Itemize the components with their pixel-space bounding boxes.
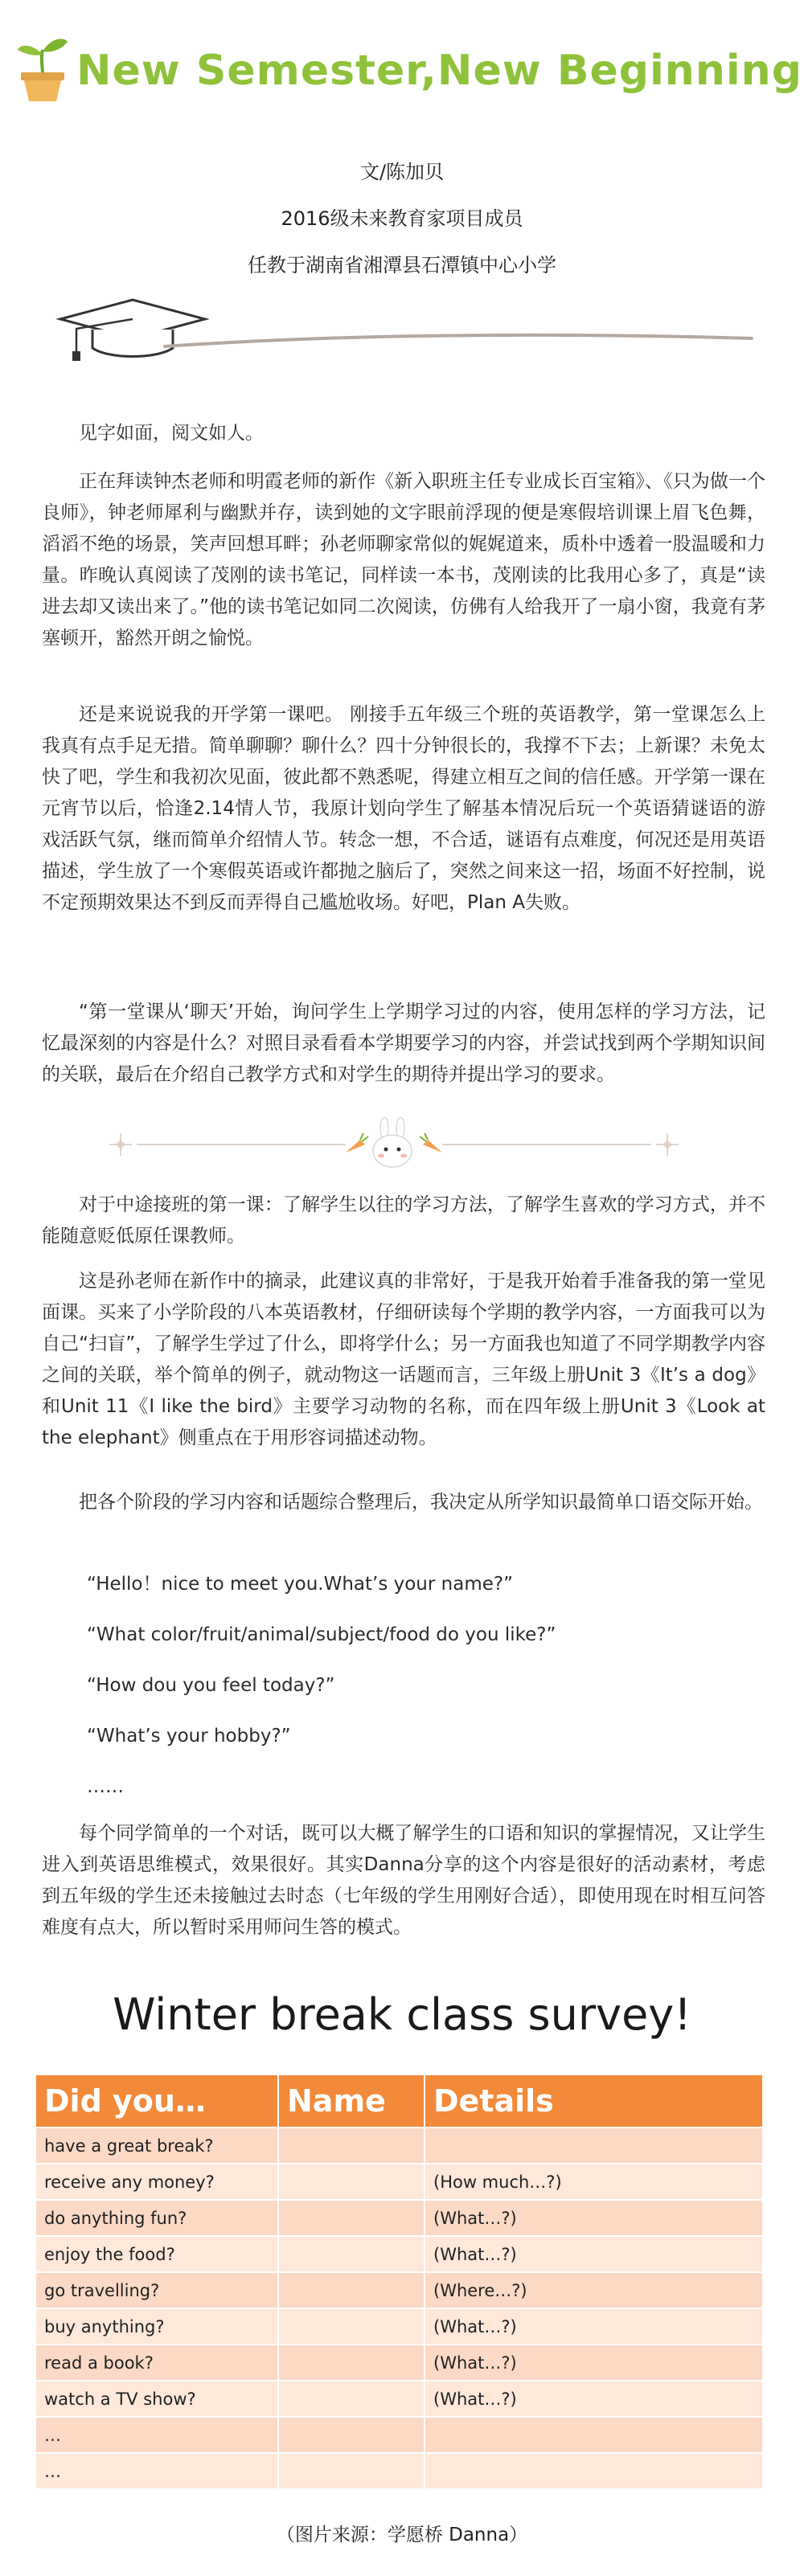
table-row [36,2272,763,2308]
details-cell [425,2453,763,2488]
details-cell [425,2417,763,2453]
name-cell [278,2308,425,2345]
table-row [36,2164,763,2200]
sparkle-icon-left [109,1133,132,1156]
graduation-cap-divider [44,293,760,366]
details-cell [425,2128,763,2164]
header-name: Name [278,2075,425,2128]
question-cell: go travelling? [36,2272,278,2308]
details-cell: (What…?) [425,2200,763,2236]
question-cell: read a book? [36,2345,278,2381]
bunny-carrot-divider [105,1117,699,1182]
table-row [36,2453,763,2488]
name-cell [278,2236,425,2272]
name-cell [278,2272,425,2308]
paragraph-1: 见字如面，阅文如人。 [79,423,264,444]
header-details: Details [425,2075,763,2128]
paragraph-8: 每个同学简单的一个对话，既可以大概了解学生的口语和知识的掌握情况，又让学生进入到英语思维模式，效果很好。其实Danna分享的这个内容是很好的活动素材，考虑到五年级的学生还未接触过去时态（七年级的学生用刚好合适），即使用现在时相互问答难度有点大，所以暂时采用师问生答的模式。 [42,1823,765,1938]
name-cell [278,2381,425,2417]
byline [0,149,804,289]
survey-title: Winter break class survey! [113,1989,691,2040]
name-cell [278,2200,425,2236]
details-cell: (What…?) [425,2236,763,2272]
quote-line-3: “How dou you feel today?” [87,1675,335,1696]
image-source-caption: （图片来源：学愿桥 Danna） [276,2525,528,2545]
project-line: 2016级未来教育家项目成员 [281,207,523,230]
carrot-icon-left [346,1133,368,1153]
table-row [36,2236,763,2272]
question-cell: watch a TV show? [36,2381,278,2417]
survey-table [36,2075,764,2488]
details-cell: (What…?) [425,2345,763,2381]
details-cell: (What…?) [425,2308,763,2345]
header-did-you: Did you… [36,2075,278,2128]
name-cell [278,2453,425,2488]
question-cell: enjoy the food? [36,2236,278,2272]
name-cell [278,2345,425,2381]
paragraph-2: 正在拜读钟杰老师和明霞老师的新作《新入职班主任专业成长百宝箱》、《只为做一个良师》，钟老师犀利与幽默并存，读到她的文字眼前浮现的便是寒假培训课上眉飞色舞，滔滔不绝的场景，笑声回想耳畔；孙老师聊家常似的娓娓道来，质朴中透着一股温暖和力量。昨晚认真阅读了茂刚的读书笔记，同样读一本书，茂刚读的比我用心多了，真是“读进去却又读出来了。”他的读书笔记如同二次阅读，仿佛有人给我开了一扇小窗，我竟有茅塞顿开，豁然开朗之愉悦。 [42,471,765,649]
sprout-pot-icon [14,32,71,104]
author-line: 文/陈加贝 [359,161,445,183]
quote-line-4: “What’s your hobby?” [87,1726,291,1747]
details-cell: (Where…?) [425,2272,763,2308]
table-row [36,2345,763,2381]
name-cell [278,2417,425,2453]
quote-line-2: “What color/fruit/animal/subject/food do you like?” [87,1624,556,1645]
quote-line-1: “Hello！nice to meet you.What’s your name?” [87,1574,513,1595]
quote-line-5: …… [87,1776,124,1797]
carrot-icon-right [420,1133,442,1153]
headline: New Semester,New Beginning [76,47,802,95]
paragraph-3: 还是来说说我的开学第一课吧。 刚接手五年级三个班的英语教学，第一堂课怎么上我真有点手足无措。简单聊聊？聊什么？四十分钟很长的，我撑不下去；上新课？未免太快了吧，学生和我初次见面，彼此都不熟悉呢，得建立相互之间的信任感。开学第一课在元宵节以后，恰逢2.14情人节，我原计划向学生了解基本情况后玩一个英语猜谜语的游戏活跃气氛，继而简单介绍情人节。转念一想，不合适，谜语有点难度，何况还是用英语描述，学生放了一个寒假英语或许都抛之脑后了，突然之间来这一招，场面不好控制，说不定预期效果达不到反而弄得自己尴尬收场。好吧，Plan A失败。 [42,704,765,913]
bunny-icon [373,1117,412,1167]
question-cell: do anything fun? [36,2200,278,2236]
question-cell: … [36,2417,278,2453]
paragraph-7: 把各个阶段的学习内容和话题综合整理后，我决定从所学知识最简单口语交际开始。 [79,1492,763,1513]
graduation-cap-icon [60,300,205,361]
header [0,24,804,104]
details-cell: (What…?) [425,2381,763,2417]
paragraph-4: “第一堂课从‘聊天’开始，询问学生上学期学习过的内容，使用怎样的学习方法，记忆最深刻的内容是什么？对照目录看看本学期要学习的内容，并尝试找到两个学期知识间的关联，最后在介绍自己教学方式和对学生的期待并提出学习的要求。 [42,1001,765,1085]
paragraph-5: 对于中途接班的第一课：了解学生以往的学习方法，了解学生喜欢的学习方式，并不能随意贬低原任课教师。 [42,1194,765,1247]
table-row [36,2128,763,2164]
table-row [36,2381,763,2417]
details-cell: (How much…?) [425,2164,763,2200]
survey-header-row [36,2075,763,2128]
table-row [36,2308,763,2345]
table-row [36,2417,763,2453]
question-cell: … [36,2453,278,2488]
question-cell: receive any money? [36,2164,278,2200]
name-cell [278,2164,425,2200]
school-line: 任教于湖南省湘潭县石潭镇中心小学 [248,254,556,276]
question-cell: have a great break? [36,2128,278,2164]
sparkle-icon-right [656,1133,679,1156]
name-cell [278,2128,425,2164]
question-cell: buy anything? [36,2308,278,2345]
paragraph-6: 这是孙老师在新作中的摘录，此建议真的非常好，于是我开始着手准备我的第一堂见面课。买来了小学阶段的八本英语教材，仔细研读每个学期的教学内容，一方面我可以为自己“扫盲”，了解学生学过了什么，即将学什么；另一方面我也知道了不同学期教学内容之间的关联，举个简单的例子，就动物这一话题而言，三年级上册Unit 3《It’s a dog》和Unit 11《I like the bird》主要学习动物的名称，而在四年级上册Unit 3《Look at the elephant》侧重点在于用形容词描述动物。 [42,1271,765,1448]
table-row [36,2200,763,2236]
